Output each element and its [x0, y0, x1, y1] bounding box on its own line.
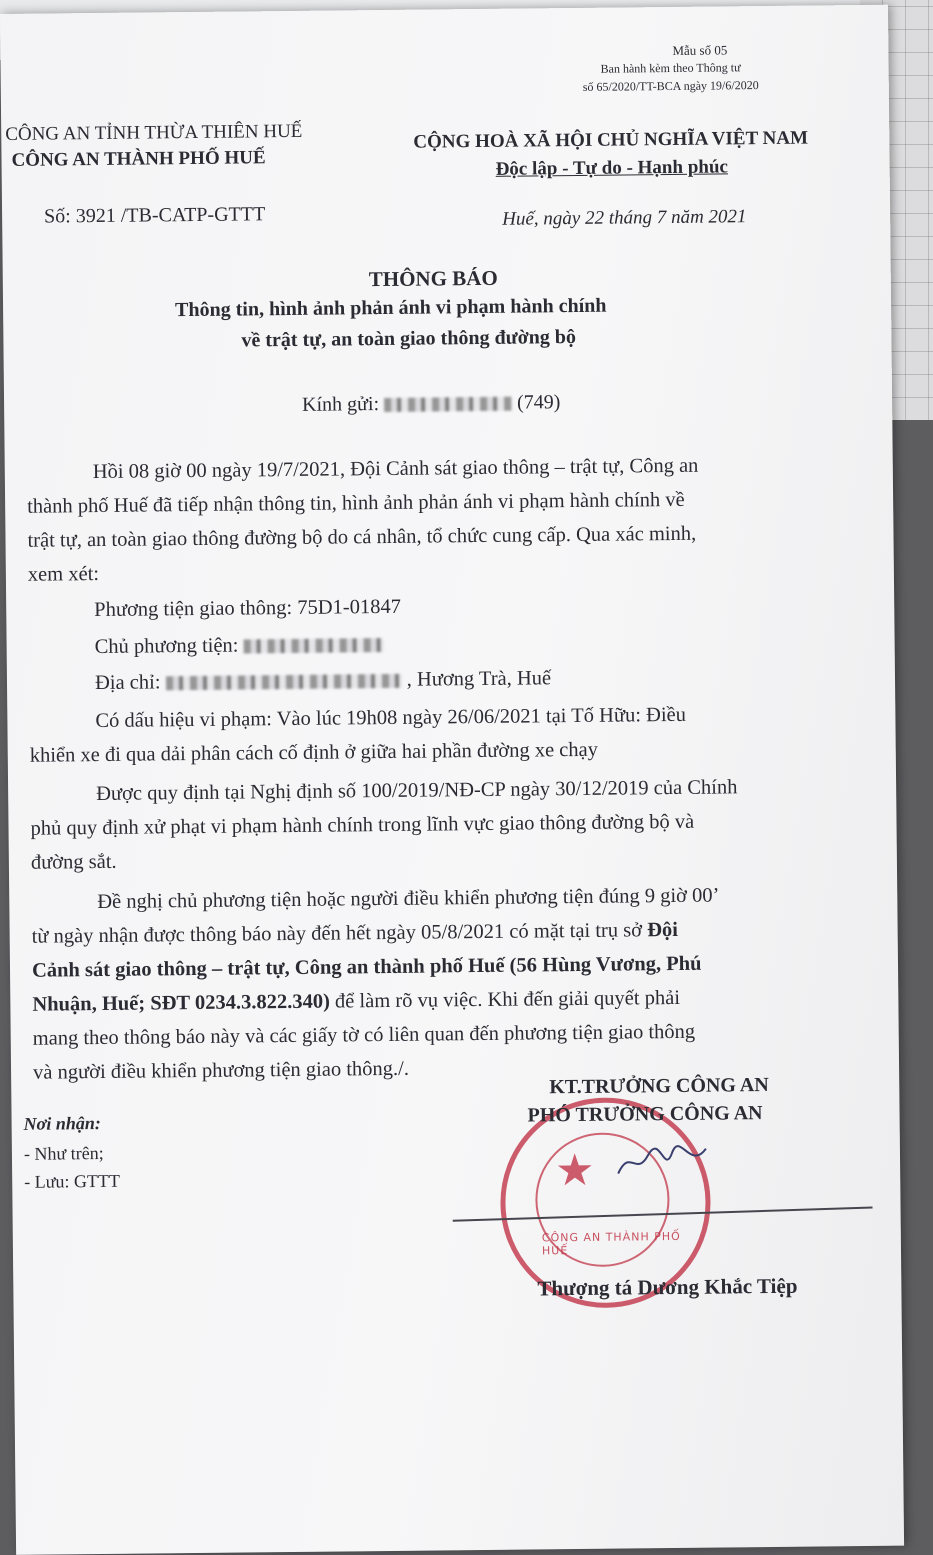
seal-lettering: CÔNG AN THÀNH PHỐ HUẾ: [541, 1229, 681, 1258]
request-text: để làm rõ vụ việc. Khi đến giải quyết phải: [334, 986, 681, 1013]
notice-subtitle-1: Thông tin, hình ảnh phản ánh vi phạm hành chính: [174, 294, 607, 322]
body-line: trật tự, an toàn giao thông đường bộ do cá nhân, tổ chức cung cấp. Qua xác minh,: [27, 522, 697, 552]
document-page: [0, 5, 904, 1555]
recipient-suffix: (749): [516, 391, 561, 414]
seal-star-icon: ★: [554, 1144, 595, 1197]
form-code: Mẫu số 05: [672, 42, 728, 58]
receivers-item: - Lưu: GTTT: [24, 1170, 121, 1192]
address-suffix: , Hương Trà, Huế: [406, 667, 552, 691]
body-line: Hồi 08 giờ 00 ngày 19/7/2021, Đội Cảnh sát giao thông – trật tự, Công an: [92, 454, 699, 484]
recipient-label: Kính gửi:: [301, 393, 380, 416]
redacted-owner: [244, 638, 384, 653]
request-text: từ ngày nhận được thông báo này đến hết ngày 05/8/2021 có mặt tại trụ sở: [31, 919, 643, 948]
owner-label: Chủ phương tiện:: [94, 634, 239, 659]
handwritten-signature: [612, 1137, 713, 1188]
signatory-name: Thượng tá Dương Khắc Tiệp: [537, 1273, 798, 1301]
issuer-line1: CÔNG AN TỈNH THỪA THIÊN HUẾ: [5, 120, 303, 145]
notice-title: THÔNG BÁO: [368, 265, 498, 292]
request-line: [32, 919, 678, 949]
request-line: mang theo thông báo này và các giấy tờ có liên quan đến phương tiện giao thông: [32, 1020, 696, 1050]
violation-line: Có dấu hiệu vi phạm: Vào lúc 19h08 ngày 26/06/2021 tại Tố Hữu: Điều: [95, 703, 687, 733]
receivers-item: - Như trên;: [23, 1142, 104, 1164]
body-line: xem xét:: [27, 562, 100, 586]
request-line: Cảnh sát giao thông – trật tự, Công an thành phố Huế (56 Hùng Vương, Phú: [31, 952, 702, 982]
form-ref: số 65/2020/TT-BCA ngày 19/6/2020: [582, 78, 759, 94]
nation-line1: CỘNG HOÀ XÃ HỘI CHỦ NGHĨA VIỆT NAM: [413, 127, 809, 153]
redacted-recipient: [384, 397, 512, 412]
issue-date: Huế, ngày 22 tháng 7 năm 2021: [502, 206, 747, 230]
owner-line: [95, 633, 384, 659]
signatory-title: KT.TRƯỞNG CÔNG AN: [549, 1074, 769, 1099]
issuer-line2: CÔNG AN THÀNH PHỐ HUẾ: [11, 147, 266, 171]
receivers-label: Nơi nhận:: [23, 1113, 101, 1134]
document-number: Số: 3921 /TB-CATP-GTTT: [44, 203, 266, 228]
vehicle-plate: Phương tiện giao thông: 75D1-01847: [94, 595, 402, 622]
request-emphasis: Nhuận, Huế; SĐT 0234.3.822.340): [32, 990, 330, 1016]
regulation-line: đường sắt.: [30, 850, 117, 874]
regulation-line: Được quy định tại Nghị định số 100/2019/NĐ-CP ngày 30/12/2019 của Chính: [96, 776, 738, 806]
body-line: thành phố Huế đã tiếp nhận thông tin, hình ảnh phản ánh vi phạm hành chính về: [27, 488, 685, 518]
violation-line: khiển xe đi qua dải phân cách cố định ở giữa hai phần đường xe chạy: [29, 738, 599, 767]
nation-line2: Độc lập - Tự do - Hạnh phúc: [495, 156, 729, 180]
request-emphasis: Đội: [647, 918, 679, 942]
request-line: Đề nghị chủ phương tiện hoặc người điều khiển phương tiện đúng 9 giờ 00’: [97, 884, 720, 914]
address-line: [95, 667, 551, 695]
signatory-position: PHÓ TRƯỞNG CÔNG AN: [527, 1102, 763, 1127]
form-issued: Ban hành kèm theo Thông tư: [600, 60, 741, 76]
regulation-line: phủ quy định xử phạt vi phạm hành chính trong lĩnh vực giao thông đường bộ và: [30, 810, 695, 840]
request-line: [32, 987, 680, 1017]
address-label: Địa chỉ:: [94, 671, 161, 695]
request-line: và người điều khiển phương tiện giao thông./.: [32, 1057, 410, 1084]
redacted-address: [166, 674, 402, 690]
recipient-line: [302, 391, 561, 417]
notice-subtitle-2: về trật tự, an toàn giao thông đường bộ: [241, 325, 577, 352]
